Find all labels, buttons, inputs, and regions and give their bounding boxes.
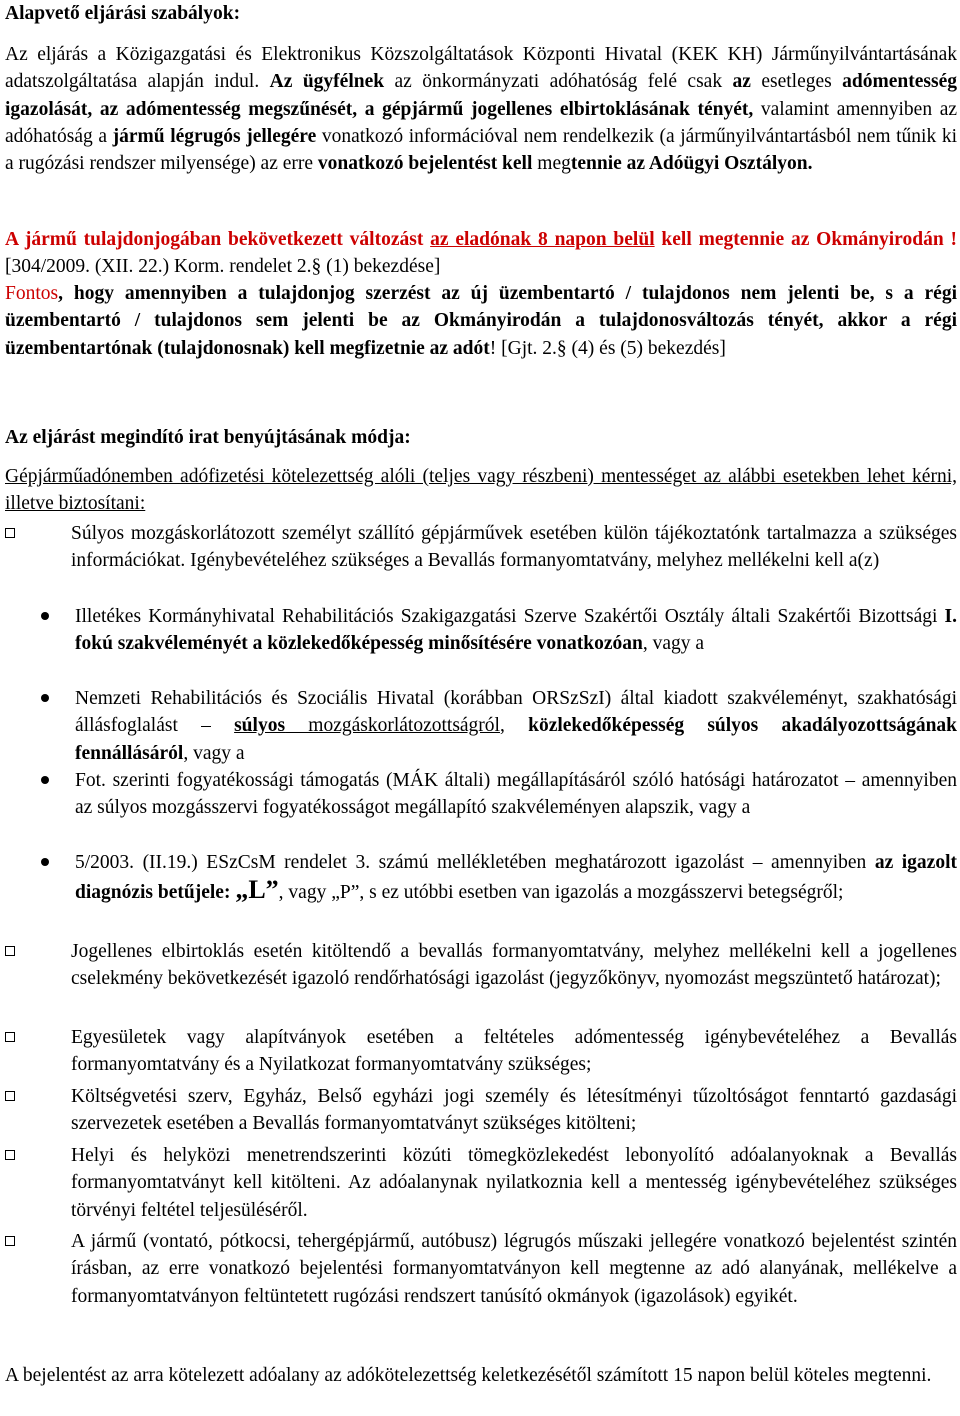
sub-item-text: Nemzeti Rehabilitációs és Szociális Hivatal (korábban ORSzSzI) által kiadott szakvéleményt, szakhatósági állásfoglalást – bbox=[75, 688, 957, 737]
sub-item-expert-opinion bbox=[5, 603, 957, 658]
important-label: Fontos bbox=[5, 283, 59, 304]
sub-item-text: , vagy a bbox=[642, 633, 705, 655]
sub-item-bold-text: I. fokú szakvéleményét a közlekedőképesség minősítésére vonatkozóan bbox=[75, 606, 957, 655]
transfer-text-3: kell megtennie az Okmányirodán ! bbox=[654, 229, 957, 250]
important-text: , hogy amennyiben a tulajdonjog szerzést az új üzembentartó / tulajdonos nem jelenti be, s a régi üzembentartó / tulajdonos sem jelenti be az Okmányirodán a tulajdonosváltozás tényét, akkor a régi üzembentartónak (tulajdonosnak) kell megfizetnie az adót bbox=[5, 283, 957, 359]
intro-text-3: az önkormányzati adóhatóság felé csak bbox=[384, 71, 733, 93]
page-title: Alapvető eljárási szabályok: bbox=[5, 3, 241, 24]
list-item-air-suspension bbox=[5, 1228, 957, 1310]
intro-text-10: vonatkozó bejelentést kell bbox=[317, 153, 533, 175]
checkbox-square-icon bbox=[5, 1032, 15, 1042]
sub-item-bold-text: közlekedőképesség súlyos akadályozottságának fennállásáról bbox=[75, 715, 958, 764]
bullet-icon bbox=[41, 612, 49, 620]
checkbox-square-icon bbox=[5, 528, 15, 538]
checkbox-square-icon bbox=[5, 946, 15, 956]
sub-item-nrszh-opinion bbox=[5, 685, 957, 767]
sub-item-mak-decision bbox=[5, 767, 957, 822]
intro-text-11: meg bbox=[532, 153, 571, 175]
sub-item-underlined-text: mozgáskorlátozottságról bbox=[285, 715, 500, 737]
sub-item-bold-text: súlyos bbox=[234, 715, 286, 737]
list-item-disabled-vehicle bbox=[5, 520, 957, 575]
intro-text-4: az bbox=[732, 71, 751, 93]
diagnosis-letter-l: „L” bbox=[235, 875, 279, 905]
sub-item-eszcsm-certificate bbox=[5, 849, 957, 907]
intro-text-7: valamint amennyiben az adóhatóság a bbox=[5, 98, 957, 147]
sub-item-text: , vagy a bbox=[183, 742, 245, 764]
item-text: Helyi és helyközi menetrendszerinti közúti tömegközlekedést lebonyolító adóalanyoknak a Bevallás formanyomtatványt kell kitölteni. Az adóalanynak nyilatkoznia kell a mentesség igénybevételéhez szükséges törvényi feltétel teljesüléséről. bbox=[71, 1145, 957, 1221]
item-text: Súlyos mozgáskorlátozott személyt szállító gépjárművek esetében külön tájékoztatónk tartalmazza a szükséges információkat. Igénybevételéhez szükséges a Bevallás formanyomtatvány, melyhez mellékelni kell a(z) bbox=[71, 523, 957, 572]
intro-text-6: adómentesség igazolását, az adómentesség megszűnését, a gépjármű jogellenes elbirtoklásának tényét, bbox=[5, 71, 957, 120]
sub-item-text: 5/2003. (II.19.) ESzCsM rendelet 3. számú mellékletében meghatározott igazolást – amennyiben bbox=[75, 852, 875, 873]
checkbox-square-icon bbox=[5, 1150, 15, 1160]
sub-item-bold-text: az igazolt diagnózis betűjele: bbox=[75, 852, 958, 904]
section-lead: Gépjárműadónemben adófizetési kötelezettség alóli (teljes vagy részbeni) mentességet az alábbi esetekben lehet kérni, illetve biztosítani: bbox=[5, 466, 957, 515]
item-text: Egyesületek vagy alapítványok esetében a feltételes adómentesség igénybevételéhez a Bevallás formanyomtatvány és a Nyilatkozat formanyomtatvány szükséges; bbox=[71, 1027, 957, 1076]
list-item-budget-bodies bbox=[5, 1083, 957, 1138]
intro-text-5: esetleges bbox=[750, 71, 843, 93]
section-title: Az eljárást megindító irat benyújtásának módja: bbox=[5, 427, 411, 448]
item-text: Jogellenes elbirtoklás esetén kitöltendő a bevallás formanyomtatvány, melyhez mellékelni kell a jogellenes cselekmény bekövetkezését igazoló rendőrhatósági igazolást (jegyzőkönyv, nyomozást megszüntető határozat); bbox=[71, 941, 957, 990]
important-reference: ! [Gjt. 2.§ (4) és (5) bekezdés] bbox=[489, 337, 726, 359]
checkbox-square-icon bbox=[5, 1091, 15, 1101]
intro-paragraph bbox=[5, 41, 957, 177]
transfer-deadline: az eladónak 8 napon belül bbox=[430, 229, 655, 250]
list-item-associations bbox=[5, 1024, 957, 1079]
important-paragraph bbox=[5, 280, 957, 362]
list-item-public-transport bbox=[5, 1142, 957, 1224]
checkbox-square-icon bbox=[5, 1236, 15, 1246]
sub-item-text: Illetékes Kormányhivatal Rehabilitációs Szakigazgatási Szerve Szakértői Osztály általi Szakértői Bizottsági bbox=[75, 606, 945, 627]
footer-paragraph: A bejelentést az arra kötelezett adóalany az adókötelezettség keletkezésétől számított 15 napon belül köteles megtenni. bbox=[5, 1365, 932, 1386]
transfer-text-1: A jármű tulajdonjogában bekövetkezett változást bbox=[5, 229, 431, 250]
item-text: A jármű (vontató, pótkocsi, tehergépjármű, autóbusz) légrugós műszaki jellegére vonatkozó bejelentést szintén írásban, az erre vonatkozó bejelentési formanyomtatványon kell megtenne az adó alanyának, mellékelve a formanyomtatványon feltüntetett rugózási rendszert tanúsító okmányok (igazolások) egyikét. bbox=[71, 1231, 957, 1307]
intro-text-8: jármű légrugós jellegére bbox=[112, 125, 317, 147]
item-text: Költségvetési szerv, Egyház, Belső egyházi jogi személy és létesítményi tűzoltóságot fenntartó gazdasági szervezetek esetében a Bevallás formanyomtatványt szükséges kitölteni; bbox=[71, 1086, 957, 1135]
intro-text-9: vonatkozó információval nem rendelkezik (a járműnyilvántartásból nem tűnik ki a rugózási rendszer milyensége) az erre bbox=[5, 125, 957, 175]
transfer-reference: [304/2009. (XII. 22.) Korm. rendelet 2.§ (1) bekezdése] bbox=[5, 256, 441, 278]
intro-text-2: Az ügyfélnek bbox=[269, 71, 385, 93]
list-item-unlawful-possession bbox=[5, 938, 957, 993]
sub-item-text: Fot. szerinti fogyatékossági támogatás (MÁK általi) megállapításáról szóló hatósági határozatot – amennyiben az súlyos mozgásszervi fogyatékosságot megállapító szakvéleményen alapszik, vagy a bbox=[75, 770, 957, 819]
transfer-paragraph bbox=[5, 226, 957, 281]
intro-text-12: tennie az Adóügyi Osztályon. bbox=[570, 153, 813, 175]
bullet-icon bbox=[41, 858, 49, 866]
bullet-icon bbox=[41, 694, 49, 702]
sub-item-text: , vagy „P”, s ez utóbbi esetben van igazolás a mozgásszervi betegségről; bbox=[278, 882, 844, 904]
bullet-icon bbox=[41, 776, 49, 784]
intro-text-1: Az eljárás a Közigazgatási és Elektronikus Közszolgáltatások Központi Hivatal (KEK KH) Járműnyilvántartásának adatszolgáltatása alapján indul. bbox=[5, 44, 957, 93]
sub-item-text: , bbox=[499, 715, 529, 737]
